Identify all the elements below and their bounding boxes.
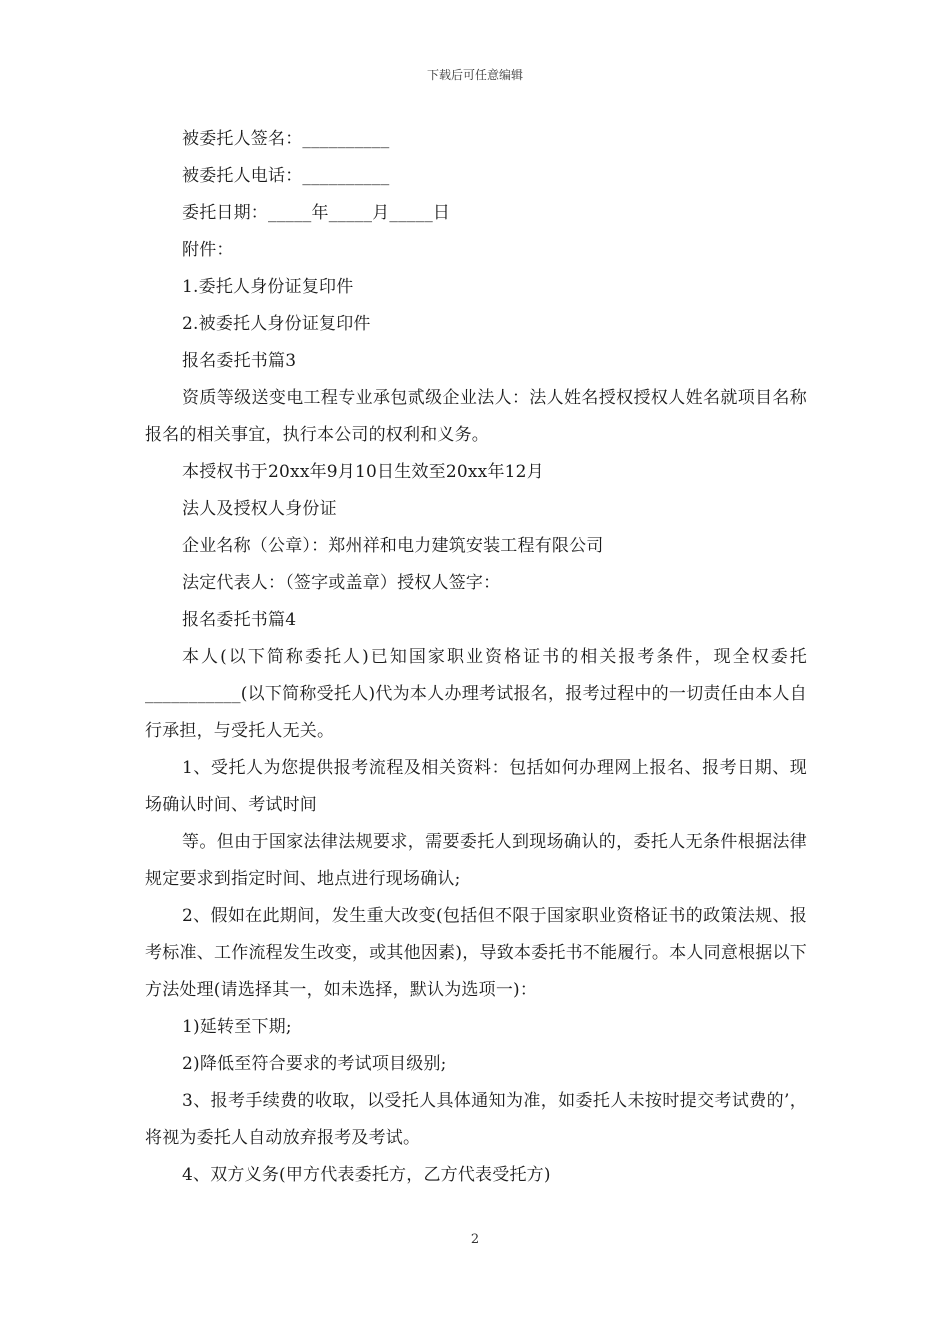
text-line: 4、双方义务(甲方代表委托方，乙方代表受托方) (182, 1165, 551, 1185)
phone-line: 被委托人电话：__________ (182, 166, 390, 186)
section-heading: 报名委托书篇4 (182, 610, 297, 630)
attachments-heading: 附件： (182, 240, 234, 260)
paragraph: 本人(以下简称委托人)已知国家职业资格证书的相关报考条件，现全权委托___________(以下简称受托人)代为本人办理考试报名，报考过程中的一切责任由本人自行承担，与受托人无关。 (145, 647, 807, 741)
date-line: 委托日期：_____年_____月_____日 (182, 203, 451, 223)
signature-line: 被委托人签名：__________ (182, 129, 390, 149)
attachment-item: 1.委托人身份证复印件 (182, 277, 354, 297)
attachment-item: 2.被委托人身份证复印件 (182, 314, 371, 334)
paragraph: 2、假如在此期间，发生重大改变(包括但不限于国家职业资格证书的政策法规、报考标准、工作流程发生改变，或其他因素)，导致本委托书不能履行。本人同意根据以下方法处理(请选择其一，如未选择，默认为选项一)： (145, 906, 807, 1000)
page-header: 下载后可任意编辑 (426, 68, 523, 82)
paragraph: 等。但由于国家法律法规要求，需要委托人到现场确认的，委托人无条件根据法律规定要求到指定时间、地点进行现场确认; (145, 832, 807, 889)
text-line: 法定代表人：（签字或盖章）授权人签字： (182, 573, 501, 593)
page-number: 2 (470, 1232, 480, 1247)
option-item: 2)降低至符合要求的考试项目级别; (182, 1054, 447, 1074)
paragraph: 3、报考手续费的收取，以受托人具体通知为准，如委托人未按时提交考试费的’，将视为委托人自动放弃报考及考试。 (145, 1091, 807, 1148)
text-line: 企业名称（公章）：郑州祥和电力建筑安装工程有限公司 (182, 536, 604, 556)
section-heading: 报名委托书篇3 (182, 351, 297, 371)
option-item: 1)延转至下期; (182, 1017, 292, 1037)
paragraph: 资质等级送变电工程专业承包贰级企业法人：法人姓名授权授权人姓名就项目名称报名的相关事宜，执行本公司的权利和义务。 (145, 388, 807, 445)
text-line: 法人及授权人身份证 (182, 499, 337, 519)
text-line: 本授权书于20xx年9月10日生效至20xx年12月 (182, 462, 544, 482)
paragraph: 1、受托人为您提供报考流程及相关资料：包括如何办理网上报名、报考日期、现场确认时间、考试时间 (145, 758, 807, 815)
document-body (145, 121, 807, 1194)
